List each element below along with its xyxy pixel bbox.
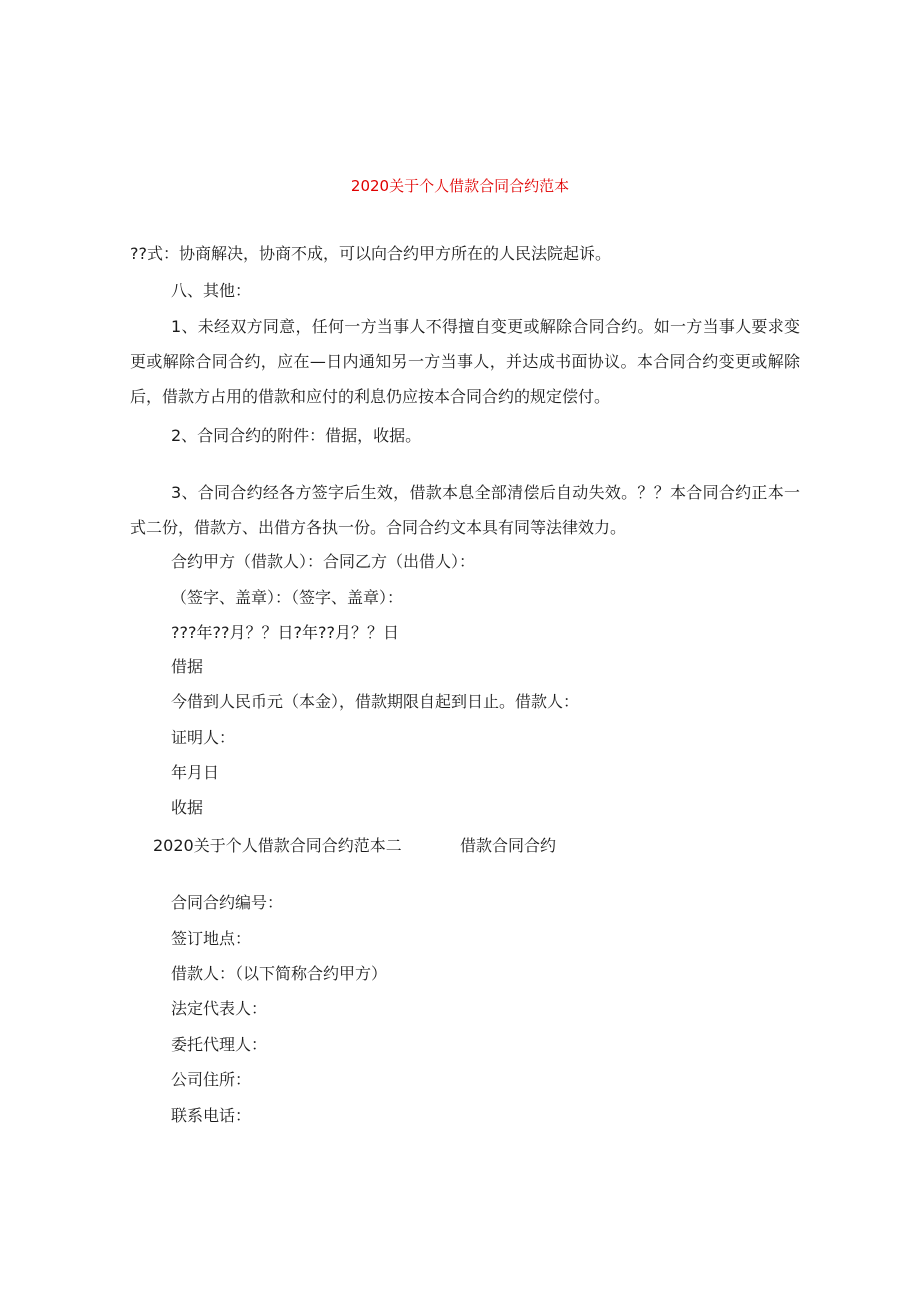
subtitle: 2020关于个人借款合同合约范本二 <box>153 836 402 855</box>
parties-line: 合约甲方（借款人）：合同乙方（出借人）： <box>171 552 476 571</box>
document-title: 2020关于个人借款合同合约范本 <box>350 177 570 195</box>
dispute-line: ??式：协商解决，协商不成，可以向合约甲方所在的人民法院起诉。 <box>130 244 611 263</box>
dates-line: ???年??月？？日?年??月？？日 <box>171 623 399 642</box>
clause-3: 3、合同合约经各方签字后生效，借款本息全部清偿后自动失效。？？本合同合约正本一式二份，借款方、出借方各执一份。合同合约文本具有同等法律效力。 <box>130 483 800 537</box>
receipt-heading: 收据 <box>171 798 204 817</box>
iou-text: 今借到人民币元（本金），借款期限自起到日止。借款人： <box>171 692 580 711</box>
borrower-field: 借款人：（以下简称合约甲方） <box>171 964 388 983</box>
witness-line: 证明人： <box>171 728 236 747</box>
agent-field: 委托代理人： <box>171 1035 268 1054</box>
sign-place-field: 签订地点： <box>171 929 252 948</box>
date-line: 年月日 <box>171 763 220 782</box>
signatures-line: （签字、盖章）：（签字、盖章）： <box>171 588 404 607</box>
subtitle-contract: 借款合同合约 <box>460 836 557 855</box>
address-field: 公司住所： <box>171 1070 252 1089</box>
iou-heading: 借据 <box>171 657 204 676</box>
section-eight-heading: 八、其他： <box>171 281 252 300</box>
contract-number-field: 合同合约编号： <box>171 893 284 912</box>
clause-2: 2、合同合约的附件：借据，收据。 <box>171 426 422 445</box>
legal-rep-field: 法定代表人： <box>171 999 268 1018</box>
clause-1: 1、未经双方同意，任何一方当事人不得擅自变更或解除合同合约。如一方当事人要求变更或解除合同合约，应在—日内通知另一方当事人，并达成书面协议。本合同合约变更或解除后，借款方占用的借款和应付的利息仍应按本合同合约的规定偿付。 <box>130 317 800 406</box>
phone-field: 联系电话： <box>171 1106 252 1125</box>
